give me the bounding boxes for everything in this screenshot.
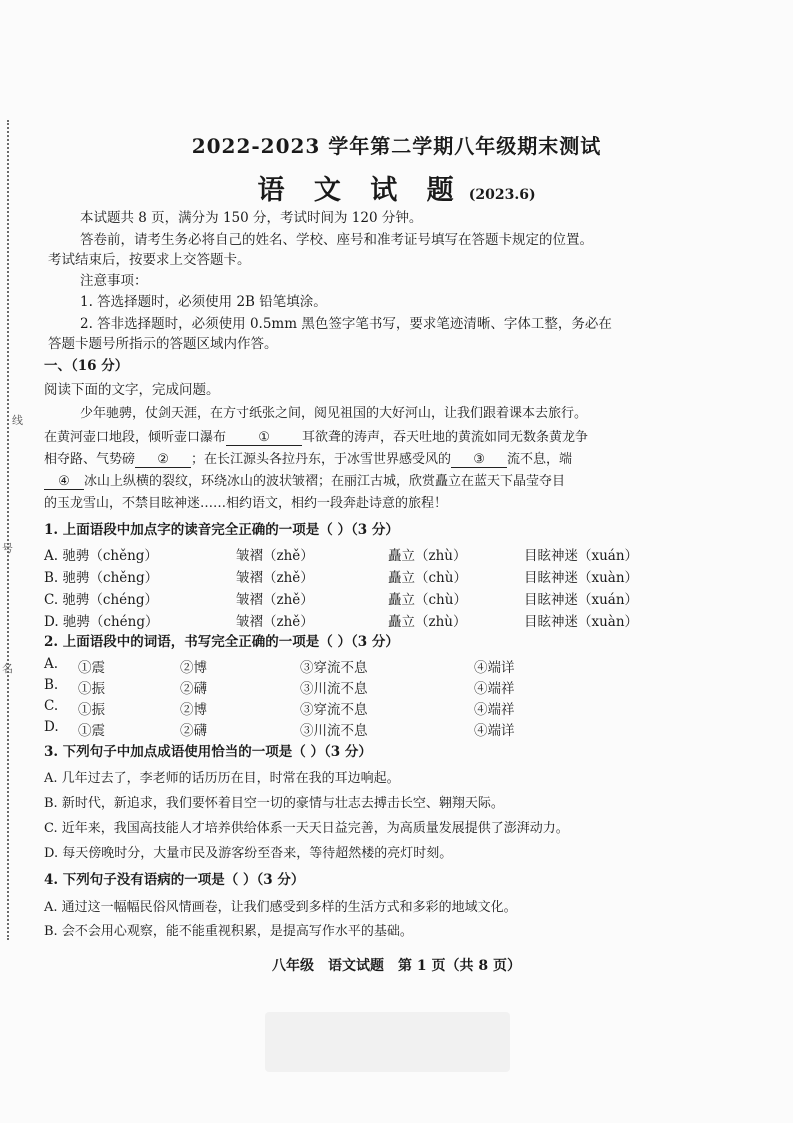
q1-option-c-col1: C. 驰骋（chéng） bbox=[44, 592, 159, 608]
blank-1: ① bbox=[226, 430, 302, 446]
q1-option-b-col1: B. 驰骋（chěng） bbox=[44, 570, 159, 586]
note-2a: 2. 答非选择题时，必须使用 0.5mm 黑色签字笔书写，要求笔迹清晰、字体工整，务必在 bbox=[80, 316, 612, 332]
notes-title: 注意事项： bbox=[80, 273, 148, 289]
question-3-stem bbox=[44, 740, 372, 760]
q2-option-b-1: ①振 bbox=[78, 681, 105, 697]
q1-option-c-col4: 目眩神迷（xuán） bbox=[524, 592, 639, 608]
q1-option-a-col2: 皱褶（zhě） bbox=[236, 548, 314, 564]
q1-option-b-col4: 目眩神迷（xuàn） bbox=[524, 570, 639, 586]
q2-option-b-2: ②礴 bbox=[180, 681, 207, 697]
q1-option-b-col2: 皱褶（zhě） bbox=[236, 570, 314, 586]
q1-option-c-col2: 皱褶（zhě） bbox=[236, 592, 314, 608]
q3-option-b: B. 新时代，新追求，我们要怀着目空一切的豪情与壮志去搏击长空、翱翔天际。 bbox=[44, 796, 504, 811]
passage-line-2 bbox=[44, 426, 588, 446]
passage-text: 相夺路、气势磅 bbox=[44, 452, 136, 467]
q2-option-d-4: ④端详 bbox=[474, 723, 515, 739]
side-mark-name: 名 bbox=[2, 662, 13, 675]
question-1-stem bbox=[44, 518, 399, 538]
q1-option-d-col2: 皱褶（zhě） bbox=[236, 614, 314, 630]
stem-emphasis: 没有语病 bbox=[116, 872, 171, 888]
binding-dotted-line bbox=[7, 120, 9, 940]
side-mark-line: 线 bbox=[12, 414, 23, 427]
stem-part: 4. 下列句子 bbox=[44, 872, 117, 888]
side-mark-number: 号 bbox=[2, 542, 13, 555]
exam-date: (2023.6) bbox=[468, 187, 536, 203]
intro-line-2a: 答卷前，请考生务必将自己的姓名、学校、座号和准考证号填写在答题卡规定的位置。 bbox=[80, 232, 593, 248]
q2-option-c-3: ③穿流不息 bbox=[300, 702, 368, 718]
q1-option-a-col3: 矗立（zhù） bbox=[388, 548, 467, 564]
q2-option-a-3: ③穿流不息 bbox=[300, 660, 368, 676]
q2-option-a-4: ④端详 bbox=[474, 660, 515, 676]
q2-option-c-4: ④端祥 bbox=[474, 702, 515, 718]
q2-option-d-1: ①震 bbox=[78, 723, 105, 739]
scan-blank-area bbox=[265, 1012, 510, 1072]
passage-text: 流不息，端 bbox=[507, 452, 573, 467]
q4-option-b: B. 会不会用心观察，能不能重视积累，是提高写作水平的基础。 bbox=[44, 924, 413, 939]
stem-emphasis: 使用恰当 bbox=[184, 744, 239, 760]
passage-line-5: 的玉龙雪山，不禁目眩神迷……相约语文，相约一段奔赴诗意的旅程！ bbox=[44, 496, 448, 511]
passage-line-4 bbox=[44, 470, 565, 490]
stem-part: 1. 上面语段中加点字的 bbox=[44, 522, 185, 538]
note-1: 1. 答选择题时，必须使用 2B 铅笔填涂。 bbox=[80, 294, 327, 310]
question-4-stem bbox=[44, 868, 304, 888]
subject-title-row bbox=[0, 168, 793, 207]
passage-text: ；在长江源头各拉丹东，于冰雪世界感受风的 bbox=[191, 452, 452, 467]
stem-part: 3. 下列句子中加点成语 bbox=[44, 744, 185, 760]
q2-option-a-2: ②博 bbox=[180, 660, 207, 676]
q2-option-b-letter: B. bbox=[44, 677, 59, 693]
q4-option-a: A. 通过这一幅幅民俗风情画卷，让我们感受到多样的生活方式和多彩的地域文化。 bbox=[44, 900, 517, 915]
stem-part: 的一项是（ ）（3 分） bbox=[170, 872, 305, 888]
stem-part: 2. 上面语段中的词语，书写 bbox=[44, 634, 212, 650]
intro-line-2b: 考试结束后，按要求上交答题卡。 bbox=[48, 252, 251, 268]
q1-option-d-col3: 矗立（zhù） bbox=[388, 614, 467, 630]
q2-option-c-letter: C. bbox=[44, 698, 59, 714]
q2-option-c-1: ①振 bbox=[78, 702, 105, 718]
note-2b: 答题卡题号所指示的答题区域内作答。 bbox=[48, 336, 278, 352]
q2-option-d-2: ②礴 bbox=[180, 723, 207, 739]
q2-option-a-1: ①震 bbox=[78, 660, 105, 676]
q1-option-d-col4: 目眩神迷（xuàn） bbox=[524, 614, 639, 630]
passage-line-3 bbox=[44, 448, 572, 468]
q2-option-b-4: ④端祥 bbox=[474, 681, 515, 697]
q1-option-c-col3: 矗立（chù） bbox=[388, 592, 467, 608]
question-2-stem bbox=[44, 630, 399, 650]
q1-option-a-col1: A. 驰骋（chěng） bbox=[44, 548, 158, 564]
passage-line-1: 少年驰骋，仗剑天涯，在方寸纸张之间，阅见祖国的大好河山，让我们跟着课本去旅行。 bbox=[80, 406, 588, 421]
q1-option-d-col1: D. 驰骋（chéng） bbox=[44, 614, 159, 630]
stem-emphasis: 完全正确 bbox=[211, 634, 266, 650]
stem-part: 的一项是（ ）（3 分） bbox=[265, 634, 399, 650]
exam-title: 2022-2023 学年第二学期八年级期末测试 bbox=[191, 134, 602, 158]
blank-3: ③ bbox=[451, 452, 507, 468]
stem-emphasis: 读音完全正确 bbox=[184, 522, 266, 538]
stem-part: 的一项是（ ）（3 分） bbox=[265, 522, 399, 538]
q3-option-d: D. 每天傍晚时分，大量市民及游客纷至沓来，等待超然楼的亮灯时刻。 bbox=[44, 846, 453, 861]
intro-line-1: 本试题共 8 页，满分为 150 分，考试时间为 120 分钟。 bbox=[80, 210, 423, 226]
q3-option-c: C. 近年来，我国高技能人才培养供给体系一天天日益完善，为高质量发展提供了澎湃动力。 bbox=[44, 821, 569, 836]
stem-part: 的一项是（ ）（3 分） bbox=[238, 744, 372, 760]
q2-option-c-2: ②博 bbox=[180, 702, 207, 718]
q2-option-d-letter: D. bbox=[44, 719, 59, 735]
subject-title: 语 文 试 题 bbox=[257, 175, 464, 206]
blank-4: ④ bbox=[44, 474, 84, 490]
q2-option-d-3: ③川流不息 bbox=[300, 723, 368, 739]
q2-option-b-3: ③川流不息 bbox=[300, 681, 368, 697]
q3-option-a: A. 几年过去了，李老师的话历历在目，时常在我的耳边响起。 bbox=[44, 771, 400, 786]
section-instruction: 阅读下面的文字，完成问题。 bbox=[44, 382, 220, 398]
passage-text: 耳欲聋的涛声，吞天吐地的黄流如同无数条黄龙争 bbox=[302, 430, 589, 445]
section-heading: 一、（16 分） bbox=[44, 358, 129, 374]
q1-option-a-col4: 目眩神迷（xuán） bbox=[524, 548, 639, 564]
page-footer: 八年级 语文试题 第 1 页（共 8 页） bbox=[272, 958, 521, 974]
blank-2: ② bbox=[135, 452, 191, 468]
q1-option-b-col3: 矗立（chù） bbox=[388, 570, 467, 586]
q2-option-a-letter: A. bbox=[44, 656, 59, 672]
passage-text: 冰山上纵横的裂纹，环绕冰山的波状皱褶；在丽江古城，欣赏矗立在蓝天下晶莹夺目 bbox=[84, 474, 566, 489]
passage-text: 在黄河壶口地段，倾听壶口瀑布 bbox=[44, 430, 227, 445]
